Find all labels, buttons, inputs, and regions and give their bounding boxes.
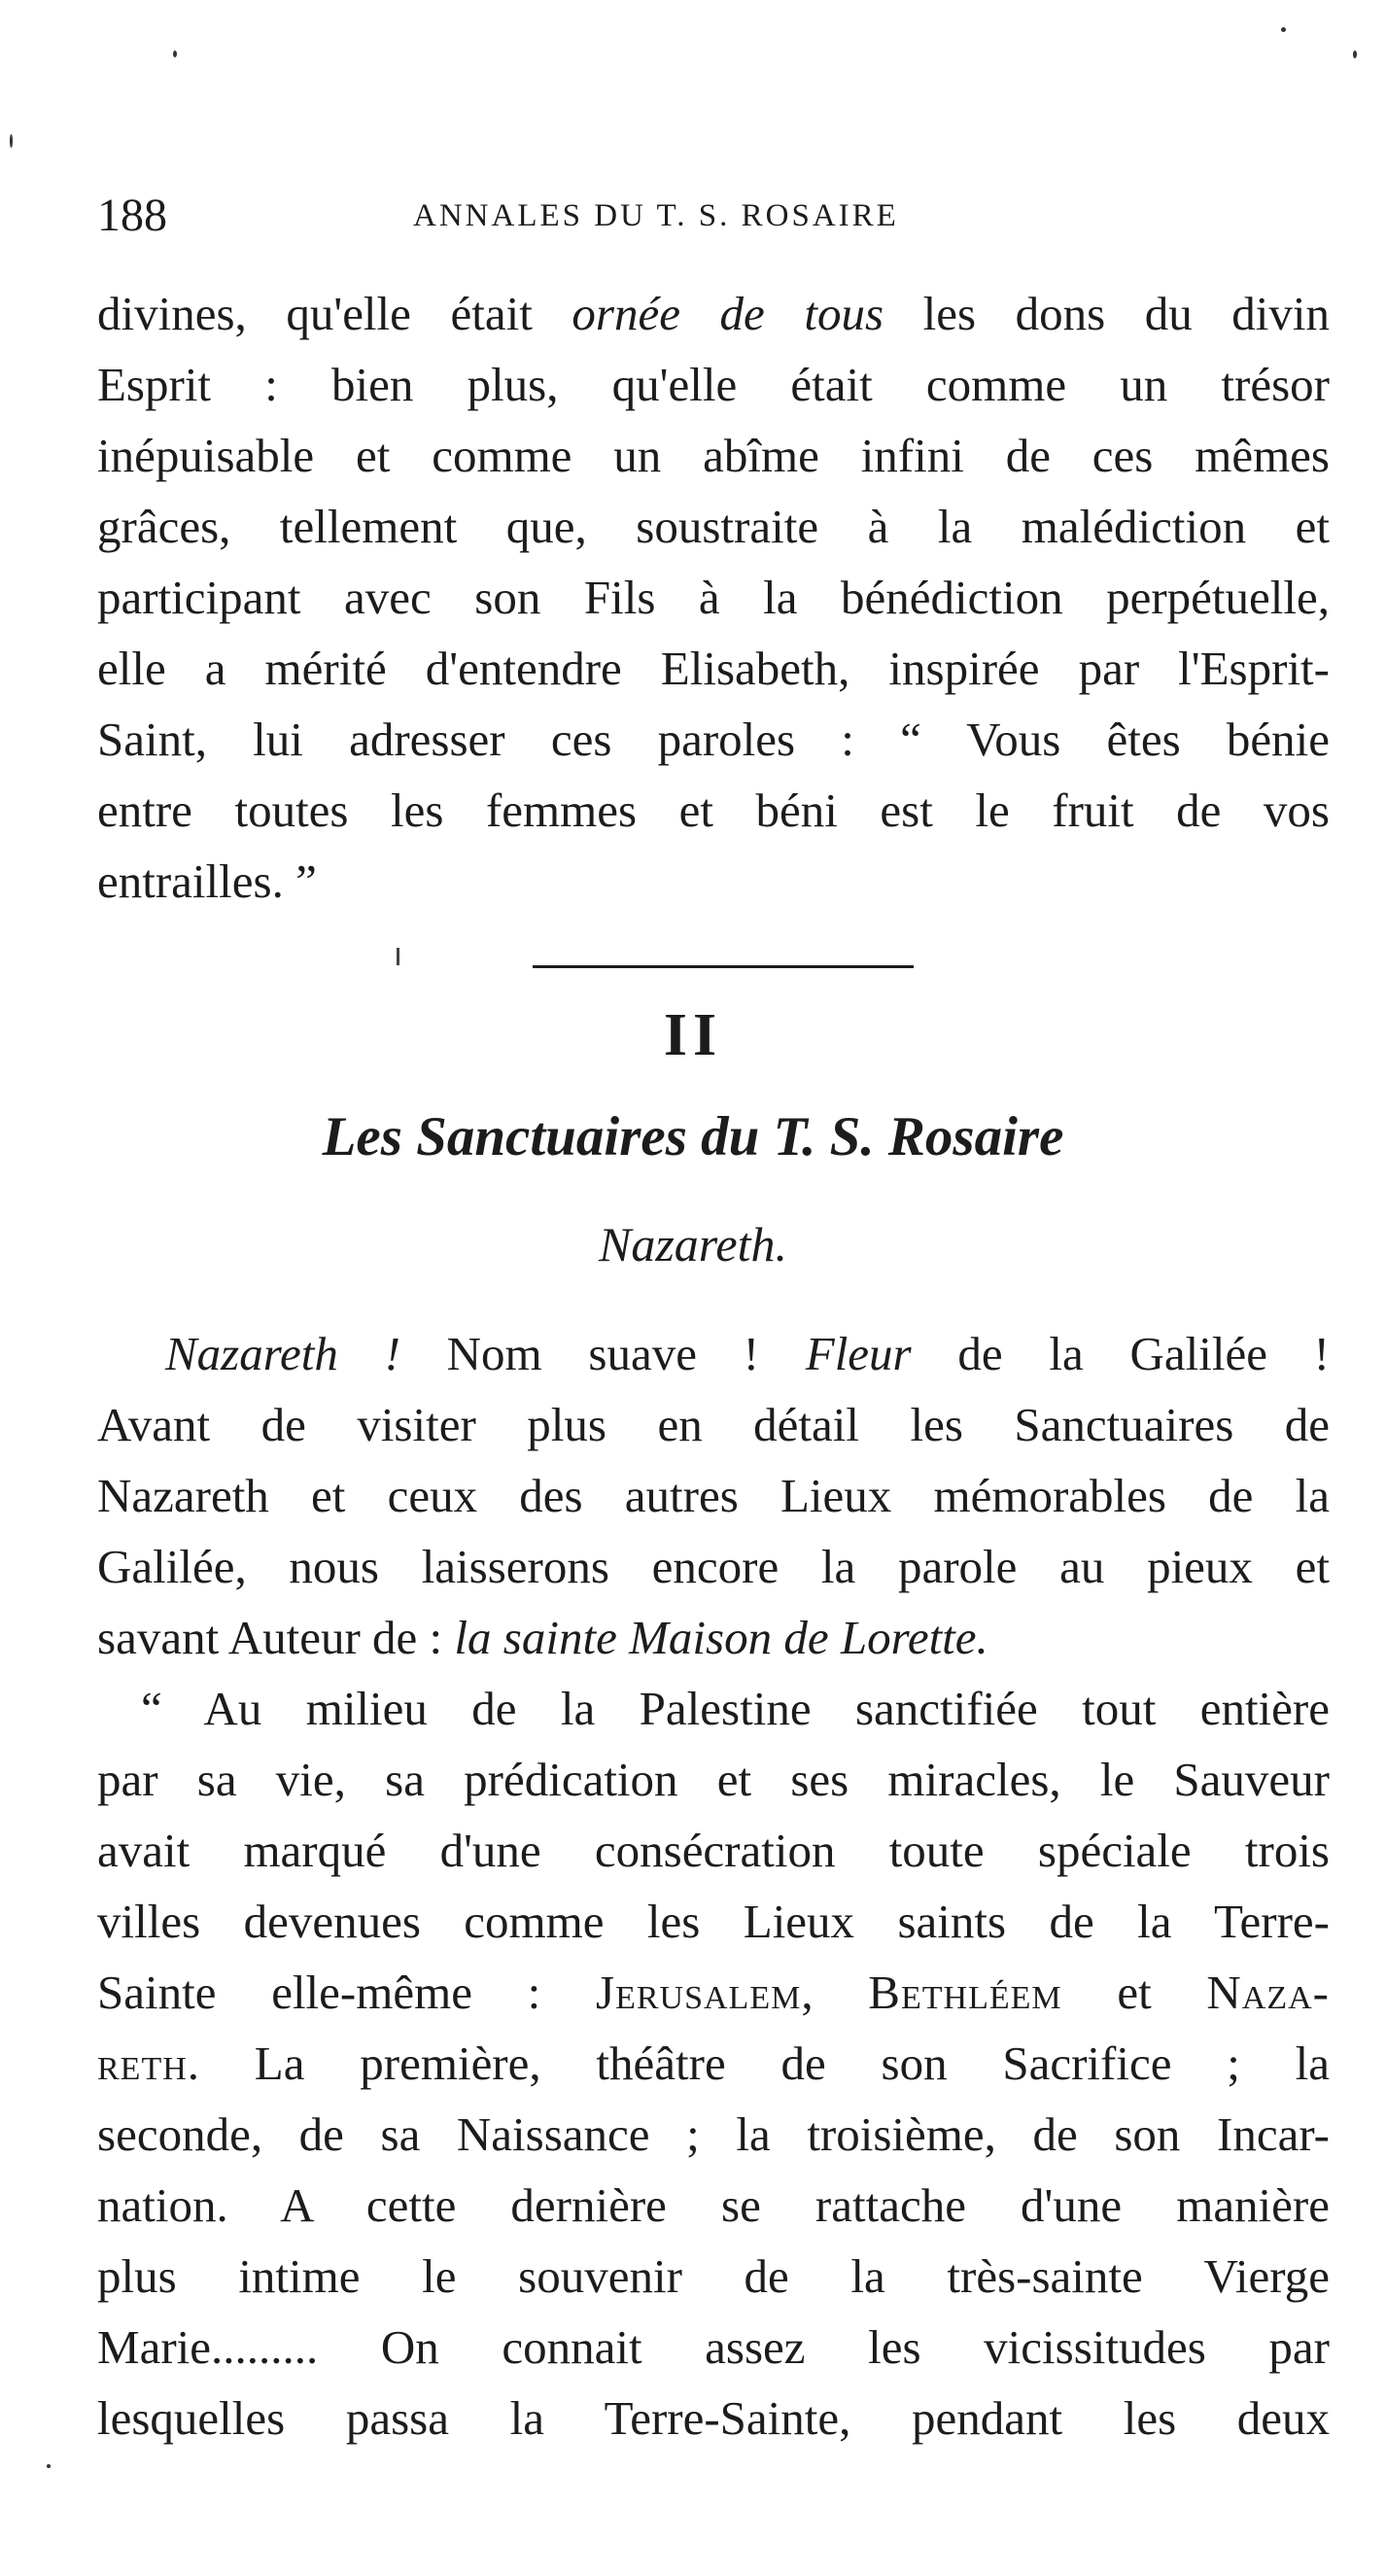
page-number: 188 [97, 190, 167, 241]
text-line: savant Auteur de : la sainte Maison de Lorette. [97, 1611, 988, 1664]
section-number: II [663, 1002, 723, 1068]
text-line: grâces, tellement que, soustraite à la malédiction et [97, 500, 1330, 553]
text-line: Marie......... On connait assez les vicissitudes par [97, 2320, 1330, 2374]
text-line: Nazareth et ceux des autres Lieux mémorables de la [97, 1469, 1330, 1522]
text-line: avait marqué d'une consécration toute spéciale trois [97, 1824, 1330, 1877]
text-line: Esprit : bien plus, qu'elle était comme un trésor [97, 358, 1330, 411]
section-title: Les Sanctuaires du T. S. Rosaire [322, 1106, 1064, 1167]
section-divider [533, 965, 914, 968]
text-line: Saint, lui adresser ces paroles : “ Vous êtes bénie [97, 713, 1330, 766]
text-line: entrailles. ” [97, 854, 317, 908]
text-line: Avant de visiter plus en détail les Sanctuaires de [97, 1398, 1330, 1451]
running-head: ANNALES DU T. S. ROSAIRE [413, 198, 899, 233]
text-line: lesquelles passa la Terre-Sainte, pendant les deux [97, 2391, 1330, 2445]
scan-mark [397, 948, 399, 965]
text-line: elle a mérité d'entendre Elisabeth, inspirée par l'Esprit- [97, 642, 1330, 695]
text-line: inépuisable et comme un abîme infini de ces mêmes [97, 429, 1330, 482]
page-header [97, 187, 1322, 245]
text-line: seconde, de sa Naissance ; la troisième, de son Incar- [97, 2107, 1330, 2161]
text-line: Galilée, nous laisserons encore la parole au pieux et [97, 1540, 1330, 1593]
text-line: nation. A cette dernière se rattache d'une manière [97, 2178, 1330, 2232]
text-line: Sainte elle-même : Jerusalem, Bethléem et Naza- [97, 1966, 1330, 2019]
scan-speck [1281, 27, 1286, 32]
text-line: “ Au milieu de la Palestine sanctifiée tout entière [141, 1682, 1330, 1735]
text-line: plus intime le souvenir de la très-sainte Vierge [97, 2249, 1330, 2303]
text-line: entre toutes les femmes et béni est le fruit de vos [97, 783, 1330, 837]
text-line: villes devenues comme les Lieux saints de la Terre- [97, 1895, 1330, 1948]
text-line: divines, qu'elle était ornée de tous les dons du divin [97, 287, 1331, 340]
scan-speck [1353, 51, 1357, 58]
scan-speck [47, 2464, 51, 2468]
scan-speck [10, 134, 13, 148]
section-subtitle: Nazareth. [599, 1217, 787, 1271]
text-line: reth. La première, théâtre de son Sacrifice ; la [97, 2036, 1330, 2090]
text-line: participant avec son Fils à la bénédiction perpétuelle, [97, 571, 1330, 624]
text-line: Nazareth ! Nom suave ! Fleur de la Galilée ! [165, 1327, 1330, 1380]
text-line: par sa vie, sa prédication et ses miracles, le Sauveur [97, 1753, 1330, 1806]
scan-speck [173, 51, 177, 57]
